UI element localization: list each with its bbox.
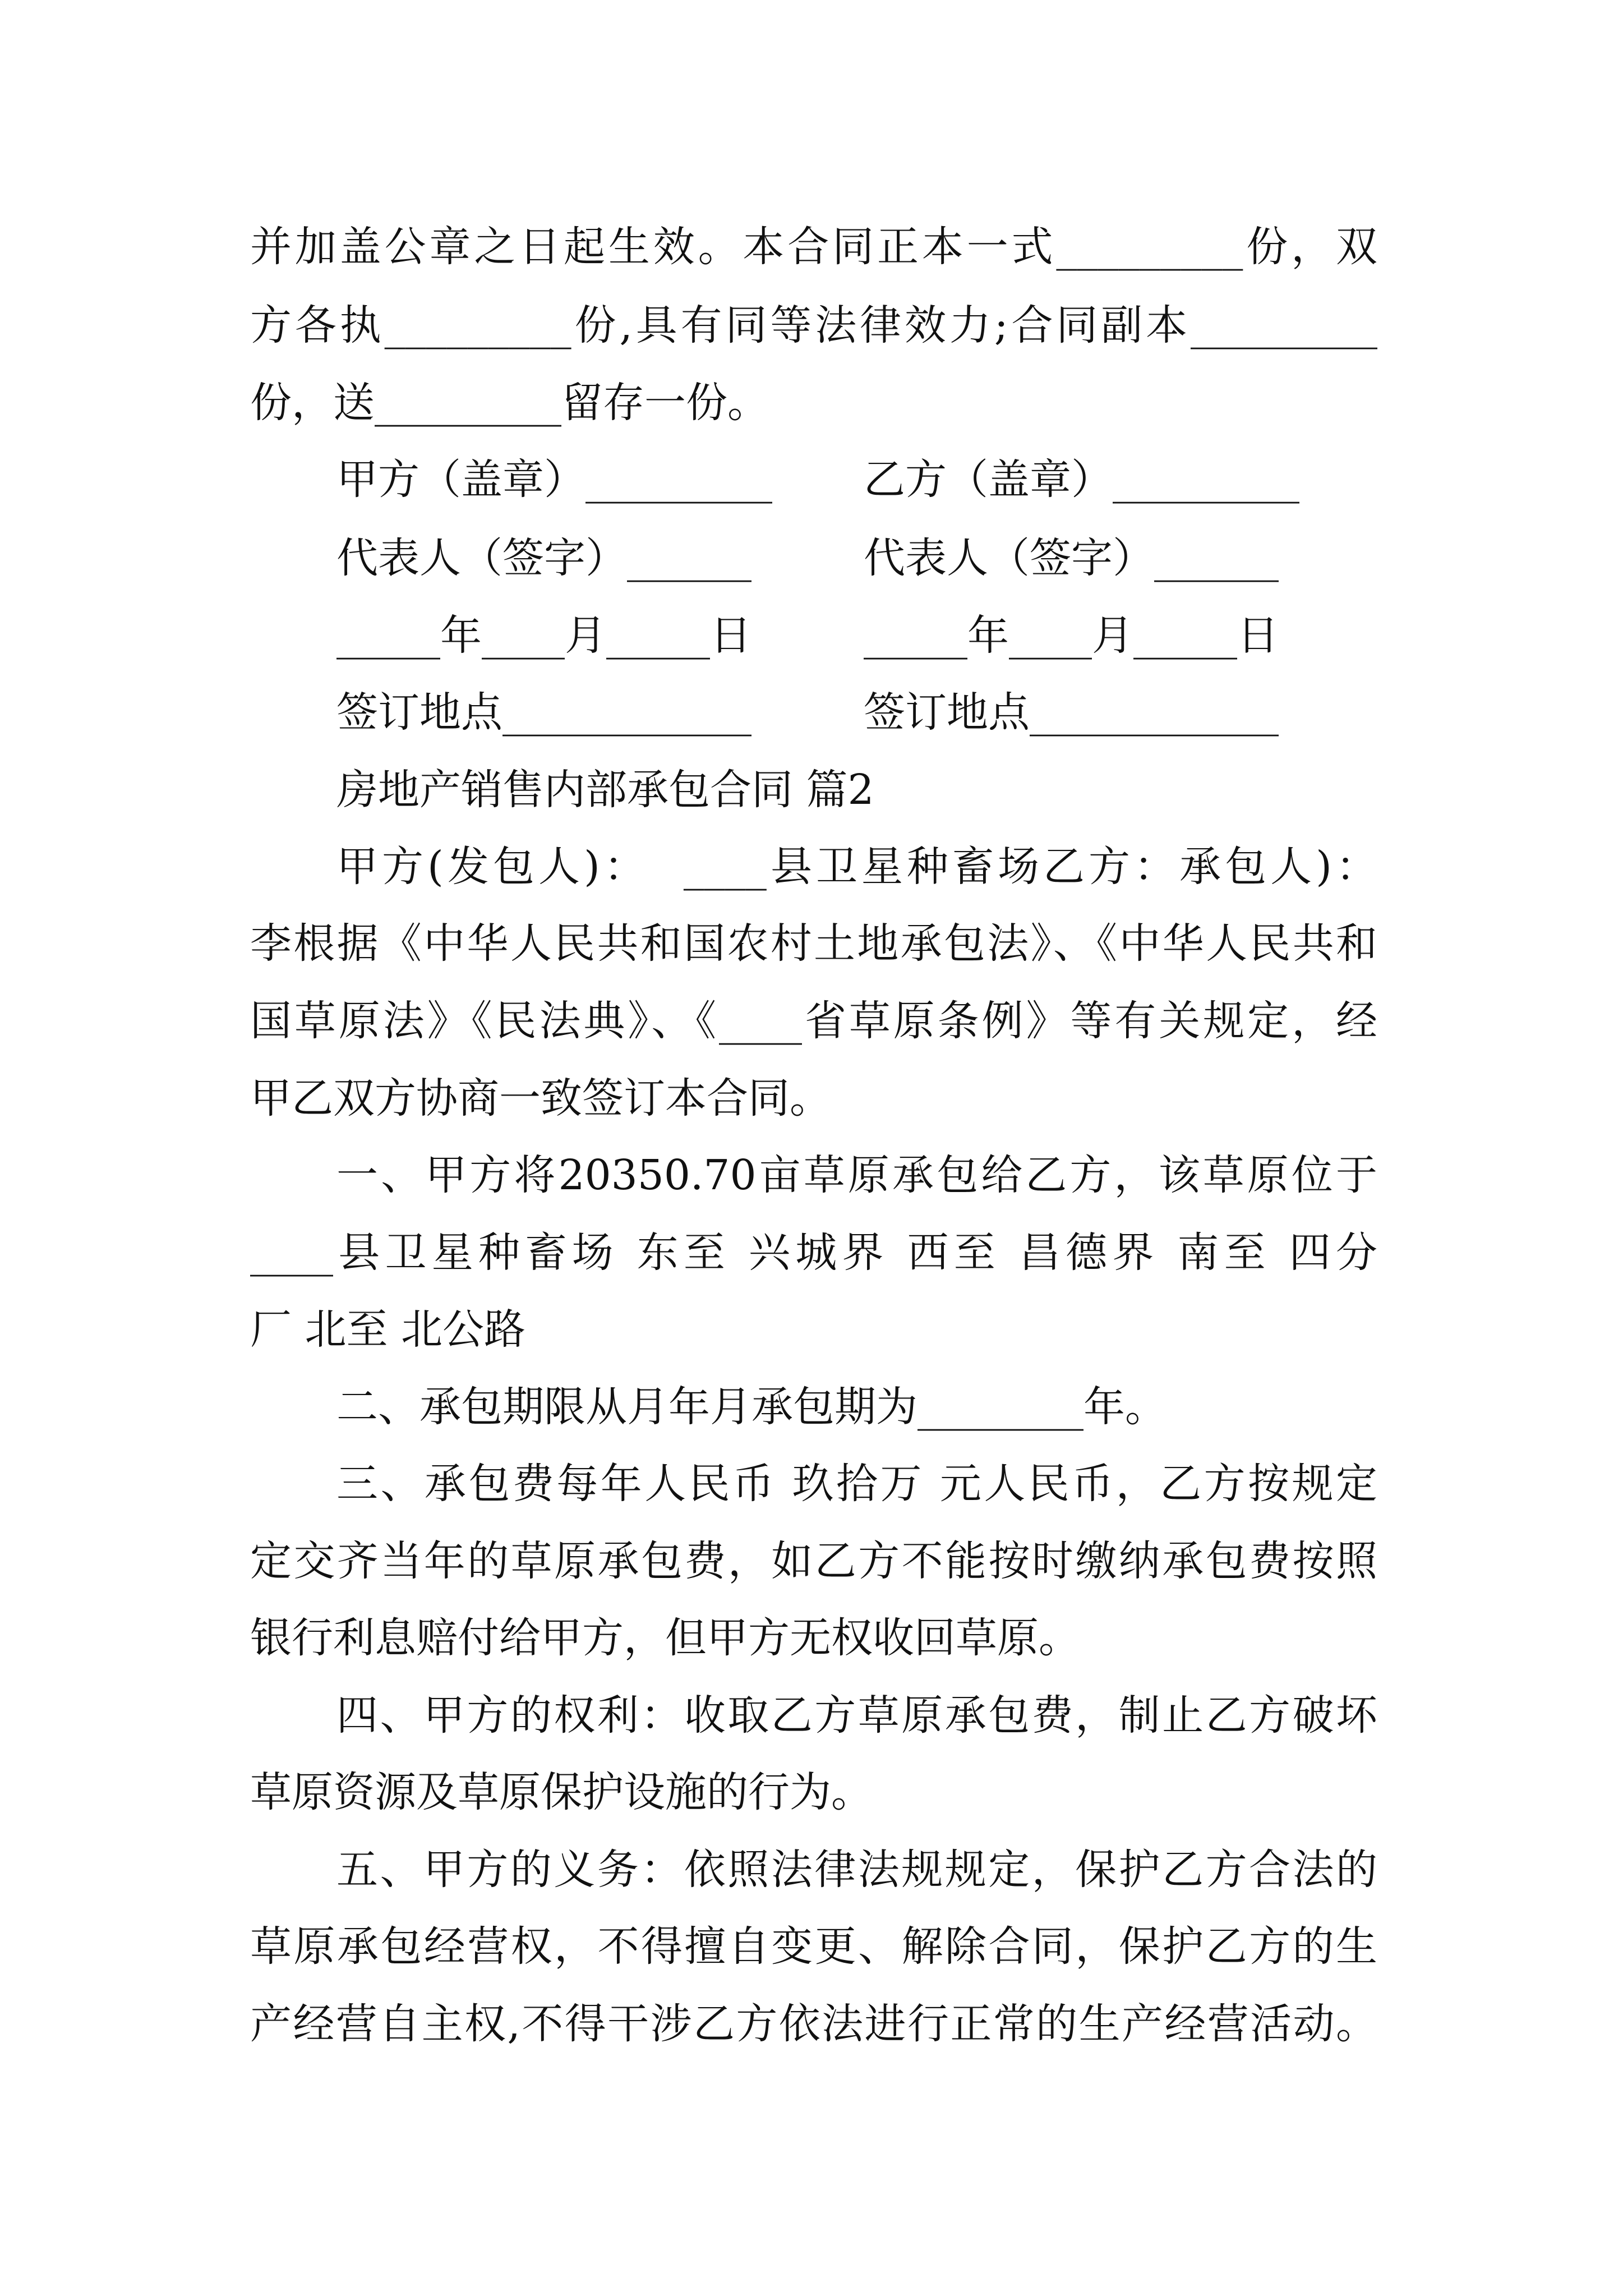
clause-3-line: 定交齐当年的草原承包费，如乙方不能按时缴纳承包费按照 [250,1537,1377,1585]
paragraph-line: 份，送_________留存一份。 [250,379,769,427]
party-a-representative: 代表人（签字）______ [336,534,751,582]
parties-line: 国草原法》《民法典》、《____省草原条例》等有关规定，经 [250,997,1377,1045]
paragraph-line: 并加盖公章之日起生效。本合同正本一式_________份，双 [250,223,1377,271]
clause-3-line: 三、承包费每年人民币 玖拾万 元人民币，乙方按规定 [336,1460,1377,1508]
parties-line: 李根据《中华人民共和国农村土地承包法》、《中华人民共和 [250,919,1377,968]
party-b-representative: 代表人（签字）______ [864,534,1279,582]
clause-4-line: 草原资源及草原保护设施的行为。 [250,1768,873,1816]
party-a-date: _____年____月_____日 [336,611,751,660]
clause-3-line: 银行利息赔付给甲方，但甲方无权收回草原。 [250,1614,1080,1662]
parties-line: 甲乙双方协商一致签订本合同。 [250,1074,831,1122]
party-a-place: 签订地点____________ [336,688,751,737]
clause-5-line: 五、甲方的义务：依照法律法规规定，保护乙方合法的 [336,1846,1377,1894]
clause-2-line: 二、承包期限从月年月承包期为________年。 [336,1383,1166,1431]
clause-1-line: ____县卫星种畜场 东至 兴城界 西至 昌德界 南至 四分 [250,1228,1377,1277]
party-b-date: _____年____月_____日 [864,611,1279,660]
paragraph-line: 方各执_________份,具有同等法律效力;合同副本_________ [250,301,1377,349]
clause-1-line: 厂 北至 北公路 [250,1305,526,1354]
clause-4-line: 四、甲方的权利：收取乙方草原承包费，制止乙方破坏 [336,1691,1377,1740]
party-b-place: 签订地点____________ [864,688,1279,737]
parties-line: 甲方(发包人)： ____县卫星种畜场乙方：承包人)： [336,843,1377,891]
clause-1-line: 一、甲方将20350.70亩草原承包给乙方，该草原位于 [336,1151,1377,1199]
party-b-seal: 乙方（盖章）_________ [864,455,1299,504]
section-title: 房地产销售内部承包合同 篇2 [336,766,874,814]
clause-5-line: 草原承包经营权，不得擅自变更、解除合同，保护乙方的生 [250,1922,1377,1971]
party-a-seal: 甲方（盖章）_________ [336,455,772,504]
clause-5-line: 产经营自主权,不得干涉乙方依法进行正常的生产经营活动。 [250,2000,1377,2048]
